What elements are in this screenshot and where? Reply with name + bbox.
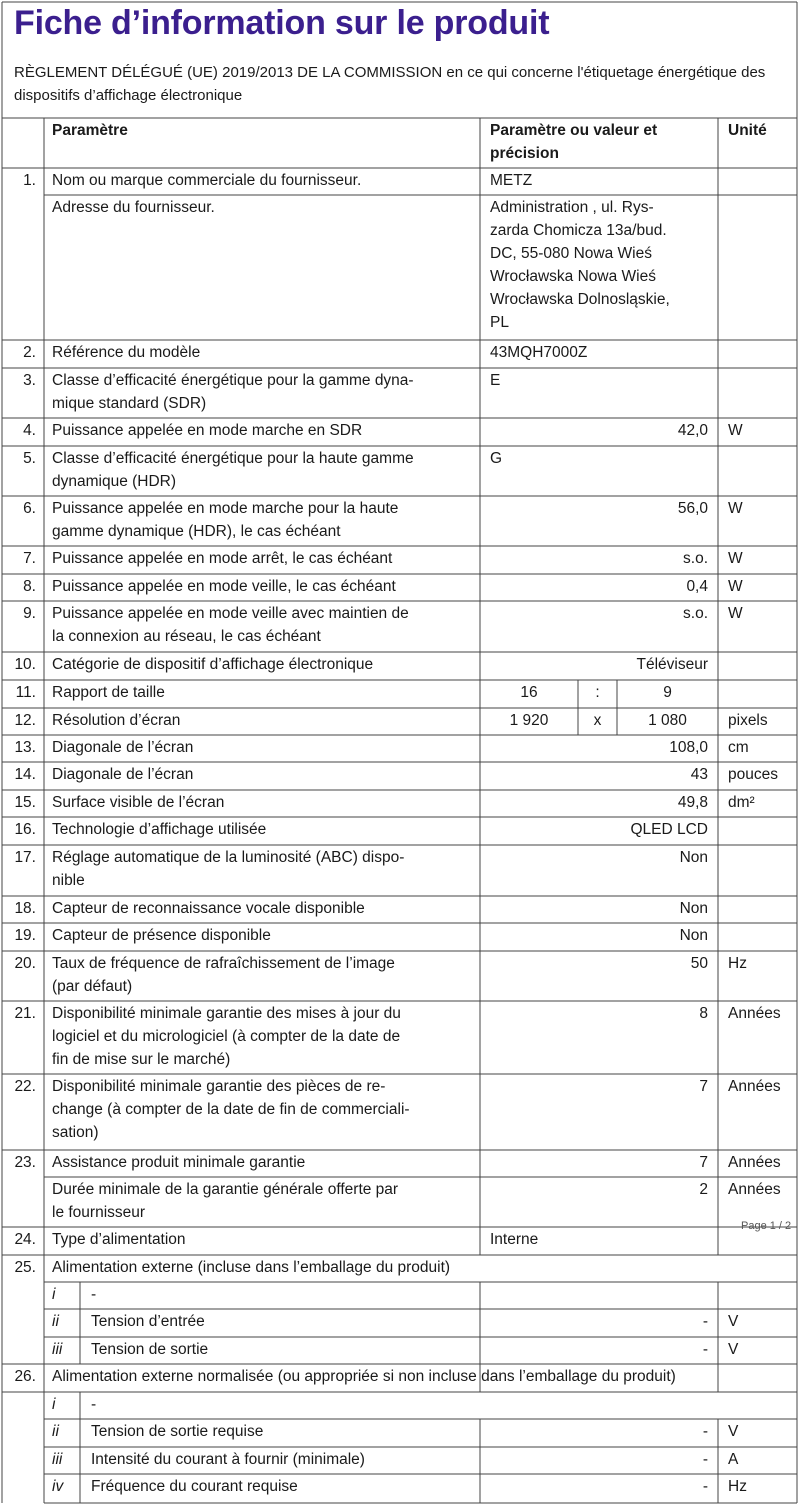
row-value: - (702, 1478, 708, 1495)
regulation-subtitle: RÈGLEMENT DÉLÉGUÉ (UE) 2019/2013 DE LA COMMISSION en ce qui concerne l'étiquetage énergétique des dispositifs d’affichage électronique (14, 64, 766, 104)
row-label: Capteur de présence disponible (52, 927, 271, 944)
row-value: Interne (490, 1231, 539, 1248)
row-number: 1. (23, 172, 36, 189)
row-label-line: sation) (52, 1124, 99, 1141)
row-value: - (702, 1313, 708, 1330)
ratio-value-1: 1 920 (509, 712, 549, 729)
row-unit: W (728, 605, 743, 622)
row-value: 49,8 (677, 794, 708, 811)
row-unit: Années (728, 1181, 781, 1198)
row-unit: W (728, 422, 743, 439)
ratio-value-2: 1 080 (648, 712, 687, 729)
row-label-line: change (à compter de la date de fin de commerciali- (52, 1101, 410, 1118)
row-value: Non (679, 849, 708, 866)
row-unit: pouces (728, 766, 778, 783)
row-unit: Hz (728, 1478, 747, 1495)
row-number: 8. (23, 578, 36, 595)
row-number: 23. (14, 1154, 36, 1171)
row-value: 56,0 (677, 500, 708, 517)
header-value: Paramètre ou valeur et précision (490, 122, 658, 162)
row-label: Tension de sortie (91, 1341, 209, 1358)
supplier-address-line: PL (490, 314, 509, 331)
row-unit: cm (728, 739, 749, 756)
row-unit: W (728, 500, 743, 517)
row-value: 8 (699, 1005, 708, 1022)
row-label-line: Disponibilité minimale garantie des pièces de re- (52, 1078, 386, 1095)
row-label-line: Puissance appelée en mode marche pour la haute (52, 500, 399, 517)
row-unit: dm² (728, 794, 755, 811)
row-number: 3. (23, 372, 36, 389)
row-label-line: Disponibilité minimale garantie des mises à jour du (52, 1005, 401, 1022)
sub-index: iii (52, 1341, 63, 1358)
row-unit: Hz (728, 955, 747, 972)
row-value: Téléviseur (636, 656, 708, 673)
row-label-line: dynamique (HDR) (52, 473, 177, 490)
row-number: 11. (15, 684, 36, 701)
row-value: E (490, 372, 501, 389)
row-label: Adresse du fournisseur. (52, 199, 215, 216)
row-value: 7 (699, 1154, 708, 1171)
row-value: - (702, 1423, 708, 1440)
row-value: 108,0 (669, 739, 708, 756)
row-value: 43MQH7000Z (490, 344, 588, 361)
row-label: Nom ou marque commerciale du fournisseur. (52, 172, 362, 189)
row-number: 22. (14, 1078, 36, 1095)
row-number: 17. (14, 849, 36, 866)
row-number: 13. (14, 739, 36, 756)
supplier-address-line: DC, 55-080 Nowa Wieś (490, 245, 652, 262)
row-value: Non (679, 900, 708, 917)
row-number: 15. (14, 794, 36, 811)
row-label: - (91, 1286, 97, 1303)
row-number: 6. (23, 500, 36, 517)
row-label-line: la connexion au réseau, le cas échéant (52, 628, 321, 645)
row-unit: W (728, 550, 743, 567)
supplier-address-line: Wrocławska Dolnosląskie, (490, 291, 670, 308)
row-value: s.o. (683, 605, 708, 622)
ratio-value-1: 16 (520, 684, 538, 701)
row-label: Puissance appelée en mode arrêt, le cas échéant (52, 550, 393, 567)
row-value: 42,0 (677, 422, 708, 439)
sub-index: i (52, 1286, 56, 1303)
row-label: Technologie d’affichage utilisée (52, 821, 267, 838)
row-label: Tension de sortie requise (91, 1423, 264, 1440)
row-unit: V (728, 1313, 739, 1330)
row-label-line: Puissance appelée en mode veille avec maintien de (52, 605, 409, 622)
row-label-line: gamme dynamique (HDR), le cas échéant (52, 523, 341, 540)
row-number: 21. (14, 1005, 36, 1022)
row-value: 50 (690, 955, 708, 972)
row-label: Fréquence du courant requise (91, 1478, 298, 1495)
supplier-address-line: Wrocławska Nowa Wieś (490, 268, 656, 285)
row-number: 19. (14, 927, 36, 944)
row-unit: Années (728, 1078, 781, 1095)
row-label-line: Durée minimale de la garantie générale offerte par (52, 1181, 399, 1198)
row-number: 16. (14, 821, 36, 838)
row-value: - (702, 1341, 708, 1358)
ratio-separator: : (595, 684, 600, 701)
row-label: Capteur de reconnaissance vocale disponible (52, 900, 365, 917)
row-value: METZ (490, 172, 533, 189)
row-label: Catégorie de dispositif d’affichage électronique (52, 656, 374, 673)
row-label-line: le fournisseur (52, 1204, 146, 1221)
supplier-address-line: Administration , ul. Rys- (490, 199, 654, 216)
row-number: 10. (14, 656, 36, 673)
header-param: Paramètre (52, 122, 128, 139)
row-value: 0,4 (686, 578, 708, 595)
row-value: 43 (690, 766, 708, 783)
row-label-line: Classe d’efficacité énergétique pour la haute gamme (52, 450, 414, 467)
row-value: - (702, 1451, 708, 1468)
sub-index: iii (52, 1451, 63, 1468)
row-number: 9. (23, 605, 36, 622)
row-label: Assistance produit minimale garantie (52, 1154, 306, 1171)
row-unit: W (728, 578, 743, 595)
row-number: 26. (14, 1368, 36, 1385)
sub-index: ii (52, 1313, 59, 1330)
row-number: 2. (23, 344, 36, 361)
sub-index: iv (52, 1478, 64, 1495)
row-label: Diagonale de l’écran (52, 766, 194, 783)
row-number: 4. (23, 422, 36, 439)
document-title: Fiche d’information sur le produit (14, 4, 550, 42)
row-number: 5. (23, 450, 36, 467)
row-label: Type d’alimentation (52, 1231, 186, 1248)
supplier-address-line: zarda Chomicza 13a/bud. (490, 222, 667, 239)
row-label: Tension d’entrée (91, 1313, 205, 1330)
row-label: Résolution d’écran (52, 712, 181, 729)
row-label-line: nible (52, 872, 85, 889)
row-unit: Années (728, 1005, 781, 1022)
row-label: Référence du modèle (52, 344, 201, 361)
row-value: QLED LCD (630, 821, 708, 838)
row-label-line: Classe d’efficacité énergétique pour la gamme dyna- (52, 372, 414, 389)
row-label: Intensité du courant à fournir (minimale) (91, 1451, 365, 1468)
row-value: 7 (699, 1078, 708, 1095)
ratio-value-2: 9 (663, 684, 672, 701)
row-number: 7. (23, 550, 36, 567)
row-label-line: mique standard (SDR) (52, 395, 207, 412)
row-value: Non (679, 927, 708, 944)
row-number: 25. (14, 1259, 36, 1276)
row-label-line: Taux de fréquence de rafraîchissement de l’image (52, 955, 395, 972)
row-label: Surface visible de l’écran (52, 794, 225, 811)
row-unit: A (728, 1451, 739, 1468)
row-value: 2 (699, 1181, 708, 1198)
header-unit: Unité (728, 122, 767, 139)
row-label: - (91, 1396, 97, 1413)
row-label: Rapport de taille (52, 684, 165, 701)
row-label: Puissance appelée en mode veille, le cas échéant (52, 578, 396, 595)
row-number: 14. (14, 766, 36, 783)
row-unit: V (728, 1341, 739, 1358)
ratio-separator: x (593, 712, 602, 729)
row-unit: pixels (728, 712, 768, 729)
row-number: 12. (14, 712, 36, 729)
row-label: Diagonale de l’écran (52, 739, 194, 756)
row-number: 18. (14, 900, 36, 917)
row-label-line: (par défaut) (52, 978, 133, 995)
row-label: Alimentation externe normalisée (ou appropriée si non incluse dans l’emballage du produit) (52, 1368, 676, 1385)
row-unit: V (728, 1423, 739, 1440)
sub-index: ii (52, 1423, 59, 1440)
row-value: s.o. (683, 550, 708, 567)
row-label-line: fin de mise sur le marché) (52, 1051, 231, 1068)
row-label: Puissance appelée en mode marche en SDR (52, 422, 363, 439)
row-label-line: logiciel et du micrologiciel (à compter de la date de (52, 1028, 401, 1045)
row-unit: Années (728, 1154, 781, 1171)
row-number: 24. (14, 1231, 36, 1248)
row-label-line: Réglage automatique de la luminosité (ABC) dispo- (52, 849, 405, 866)
row-label: Alimentation externe (incluse dans l’emballage du produit) (52, 1259, 451, 1276)
sub-index: i (52, 1396, 56, 1413)
page-footer-fragment: Page 1 / 2 (741, 1220, 792, 1232)
row-value: G (490, 450, 503, 467)
row-number: 20. (14, 955, 36, 972)
